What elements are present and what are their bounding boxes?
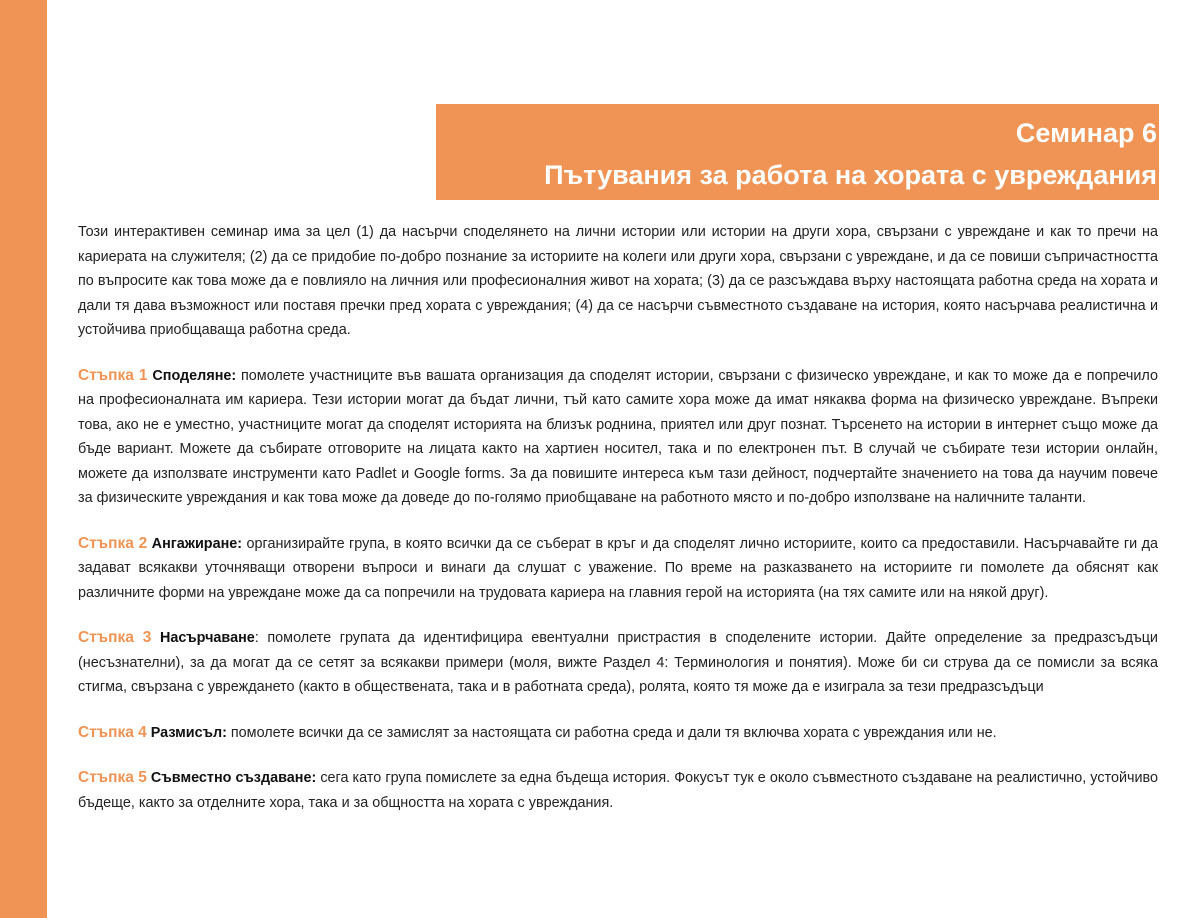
step-2-text: организирайте група, в която всички да се съберат в кръг и да споделят лично историите, които са предоставили. Насърчавайте ги да задават всякакви уточняващи отворени въпроси и винаги да слушат с уважение. По време на разказването на историите ги помолете да обяснят как различните форми на увреждане може да са попречили на трудовата кариера на главния герой на историята (на тях самите или на някой друг). bbox=[78, 535, 1158, 601]
step-2-title: Ангажиране: bbox=[151, 535, 243, 552]
step-1-paragraph bbox=[78, 364, 1158, 511]
step-4-text: помолете всички да се замислят за настоящата си работна среда и дали тя включва хората с увреждания или не. bbox=[230, 724, 997, 741]
seminar-title: Пътувания за работа на хората с увреждания bbox=[544, 160, 1157, 190]
seminar-number: Семинар 6 bbox=[1015, 118, 1157, 148]
side-accent-bar bbox=[0, 0, 47, 918]
step-4-title: Размисъл: bbox=[150, 724, 227, 741]
step-2-paragraph bbox=[78, 532, 1158, 606]
step-5-paragraph bbox=[78, 766, 1158, 815]
step-5-title: Съвместно създаване: bbox=[150, 770, 317, 786]
step-4-paragraph bbox=[78, 721, 1158, 746]
seminar-header bbox=[436, 104, 1159, 200]
document-body bbox=[78, 220, 1158, 836]
step-5-label: Стъпка 5 bbox=[78, 769, 147, 786]
step-1-title: Споделяне: bbox=[152, 367, 237, 384]
step-2-label: Стъпка 2 bbox=[78, 534, 148, 552]
step-1-text: помолете участниците във вашата организация да споделят истории, свързани с физическо увреждане, и как то може да е попречило на професионалната им кариера. Тези истории могат да бъдат лични, тъй като самите хора може да имат някаква форма на физическо увреждане. Въпреки това, ако не е уместно, участниците могат да споделят историята на близък роднина, приятел или друг познат. Търсенето на истории в интернет също може да бъде вариант. Можете да събирате отговорите на лицата както на хартиен носител, така и по електронен път. В случай че събирате тези истории онлайн, можете да използвате инструменти като Padlet и Google forms. За да повишите интереса към тази дейност, подчертайте значението на това да научим повече за физическите увреждания и как това може да доведе до по-голямо приобщаване на работното място и по-добро използване на наличните таланти. bbox=[78, 367, 1158, 506]
step-5-text: сега като група помислете за една бъдеща история. Фокусът тук е около съвместното създаване на реалистично, устойчиво бъдеще, както за отделните хора, така и за общността на хората с увреждания. bbox=[78, 770, 1159, 811]
intro-paragraph: Този интерактивен семинар има за цел (1) да насърчи споделянето на лични истории или истории на други хора, свързани с увреждане и как то пречи на кариерата на служителя; (2) да се придобие по-добро познание за историите на колеги или други хора, свързани с увреждане, и да се повиши съпричастността по въпросите как това може да е повлияло на личния или професионалния живот на хората; (3) да се разсъждава върху настоящата работна среда на хората и дали тя дава възможност или поставя пречки пред хората с увреждания; (4) да се насърчи съвместното създаване на история, която насърчава реалистична и устойчива приобщаваща работна среда. bbox=[78, 224, 1158, 338]
step-1-label: Стъпка 1 bbox=[78, 366, 148, 384]
step-4-label: Стъпка 4 bbox=[78, 723, 147, 741]
step-3-label: Стъпка 3 bbox=[78, 629, 152, 646]
step-3-title: Насърчаване bbox=[159, 630, 255, 646]
step-3-text: : помолете групата да идентифицира евентуални пристрастия в споделените истории. Дайте определение за предразсъдъци (несъзнателни), за да могат да се сетят за всякакви примери (моля, вижте Раздел 4: Терминология и понятия). Може би си струва да се помисли за всяка стигма, свързана с увреждането (както в обществената, така и в работната среда), ролята, която тя може да е изиграла за тези предразсъдъци bbox=[78, 630, 1158, 695]
step-3-paragraph bbox=[78, 626, 1158, 700]
